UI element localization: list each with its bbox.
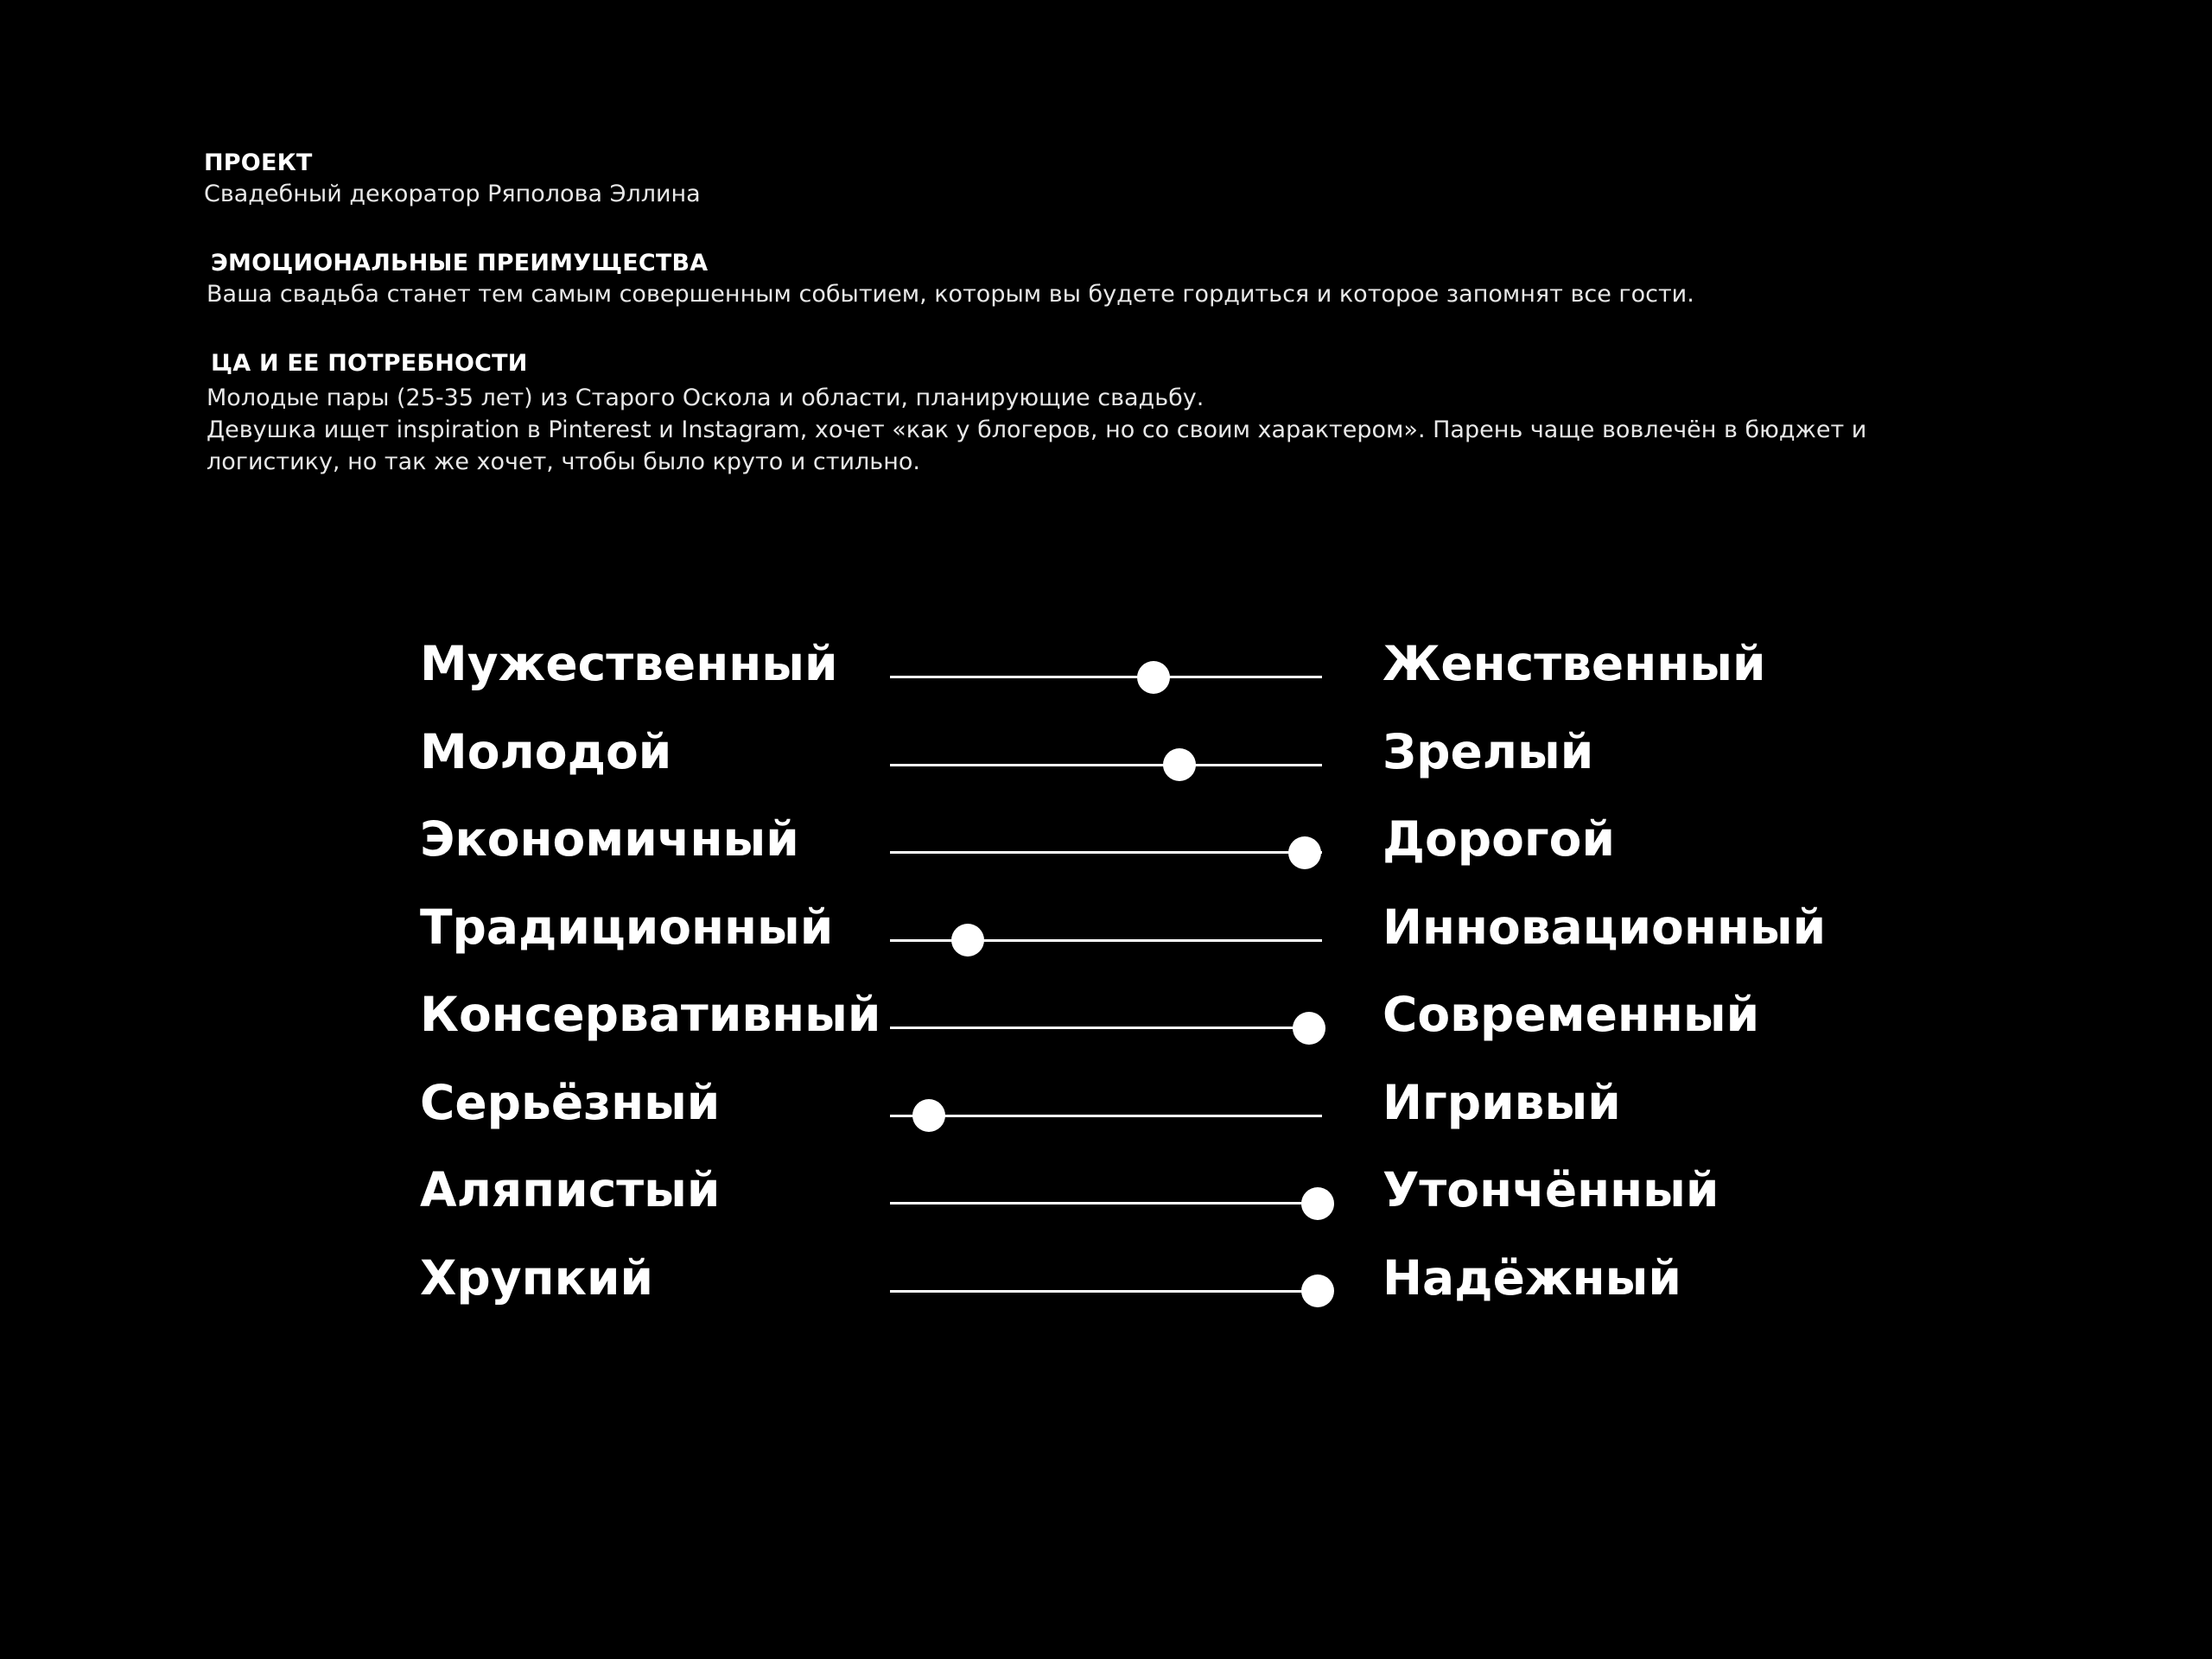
scale-knob [1293, 1012, 1325, 1045]
scale-track [890, 764, 1322, 766]
scale-knob [951, 924, 984, 957]
scale-left-label: Молодой [420, 723, 672, 779]
audience-section [204, 349, 1949, 478]
audience-line-2: Девушка ищет inspiration в Pinterest и Instagram, хочет «как у блогеров, но со своим характером». Парень чаще вовлечён в бюджет и [207, 416, 1867, 443]
scale-right-label: Женственный [1382, 636, 1766, 691]
scale-track [890, 676, 1322, 678]
project-title: ПРОЕКТ [204, 149, 313, 176]
audience-line-1: Молодые пары (25-35 лет) из Старого Оскола и области, планирующие свадьбу. [207, 385, 1205, 411]
scale-track [890, 851, 1322, 854]
scale-track [890, 1290, 1322, 1293]
emotional-title: ЭМОЦИОНАЛЬНЫЕ ПРЕИМУЩЕСТВА [211, 250, 709, 276]
scale-knob [1288, 836, 1321, 869]
audience-title: ЦА И ЕЕ ПОТРЕБНОСТИ [211, 350, 528, 377]
scale-row [420, 629, 1975, 717]
scale-row [420, 1243, 1975, 1332]
scale-right-label: Надёжный [1382, 1249, 1681, 1306]
emotional-section [204, 249, 1694, 310]
scale-left-label: Серьёзный [420, 1074, 721, 1130]
scale-track [890, 1115, 1322, 1117]
scale-right-label: Современный [1382, 987, 1760, 1042]
scale-track [890, 1202, 1322, 1205]
scale-knob [1301, 1274, 1334, 1307]
scale-right-label: Дорогой [1382, 811, 1615, 867]
scale-right-label: Инновационный [1382, 899, 1827, 955]
scale-left-label: Мужественный [420, 636, 838, 691]
scale-left-label: Хрупкий [420, 1249, 654, 1306]
emotional-text: Ваша свадьба станет тем самым совершенным событием, которым вы будете гордиться и которое запомнят все гости. [207, 281, 1694, 308]
scale-right-label: Игривый [1382, 1074, 1621, 1130]
audience-line-3: логистику, но так же хочет, чтобы было круто и стильно. [207, 448, 920, 475]
scale-track [890, 1027, 1322, 1029]
scale-left-label: Аляпистый [420, 1162, 721, 1217]
scale-row [420, 717, 1975, 805]
scale-row [420, 980, 1975, 1068]
scale-row [420, 1155, 1975, 1243]
brand-attribute-scales [420, 629, 1975, 1331]
scale-left-label: Экономичный [420, 811, 799, 867]
scale-knob [1163, 748, 1196, 781]
project-text: Свадебный декоратор Ряполова Эллина [204, 181, 701, 207]
scale-row [420, 1068, 1975, 1156]
scale-knob [1137, 661, 1170, 694]
scale-left-label: Традиционный [420, 899, 834, 955]
project-section [204, 149, 701, 210]
scale-knob [912, 1099, 945, 1132]
scale-knob [1301, 1187, 1334, 1220]
scale-right-label: Зрелый [1382, 723, 1594, 779]
scale-left-label: Консервативный [420, 987, 881, 1042]
scale-row [420, 893, 1975, 981]
scale-row [420, 804, 1975, 893]
scale-right-label: Утончённый [1382, 1162, 1719, 1217]
scale-track [890, 939, 1322, 942]
